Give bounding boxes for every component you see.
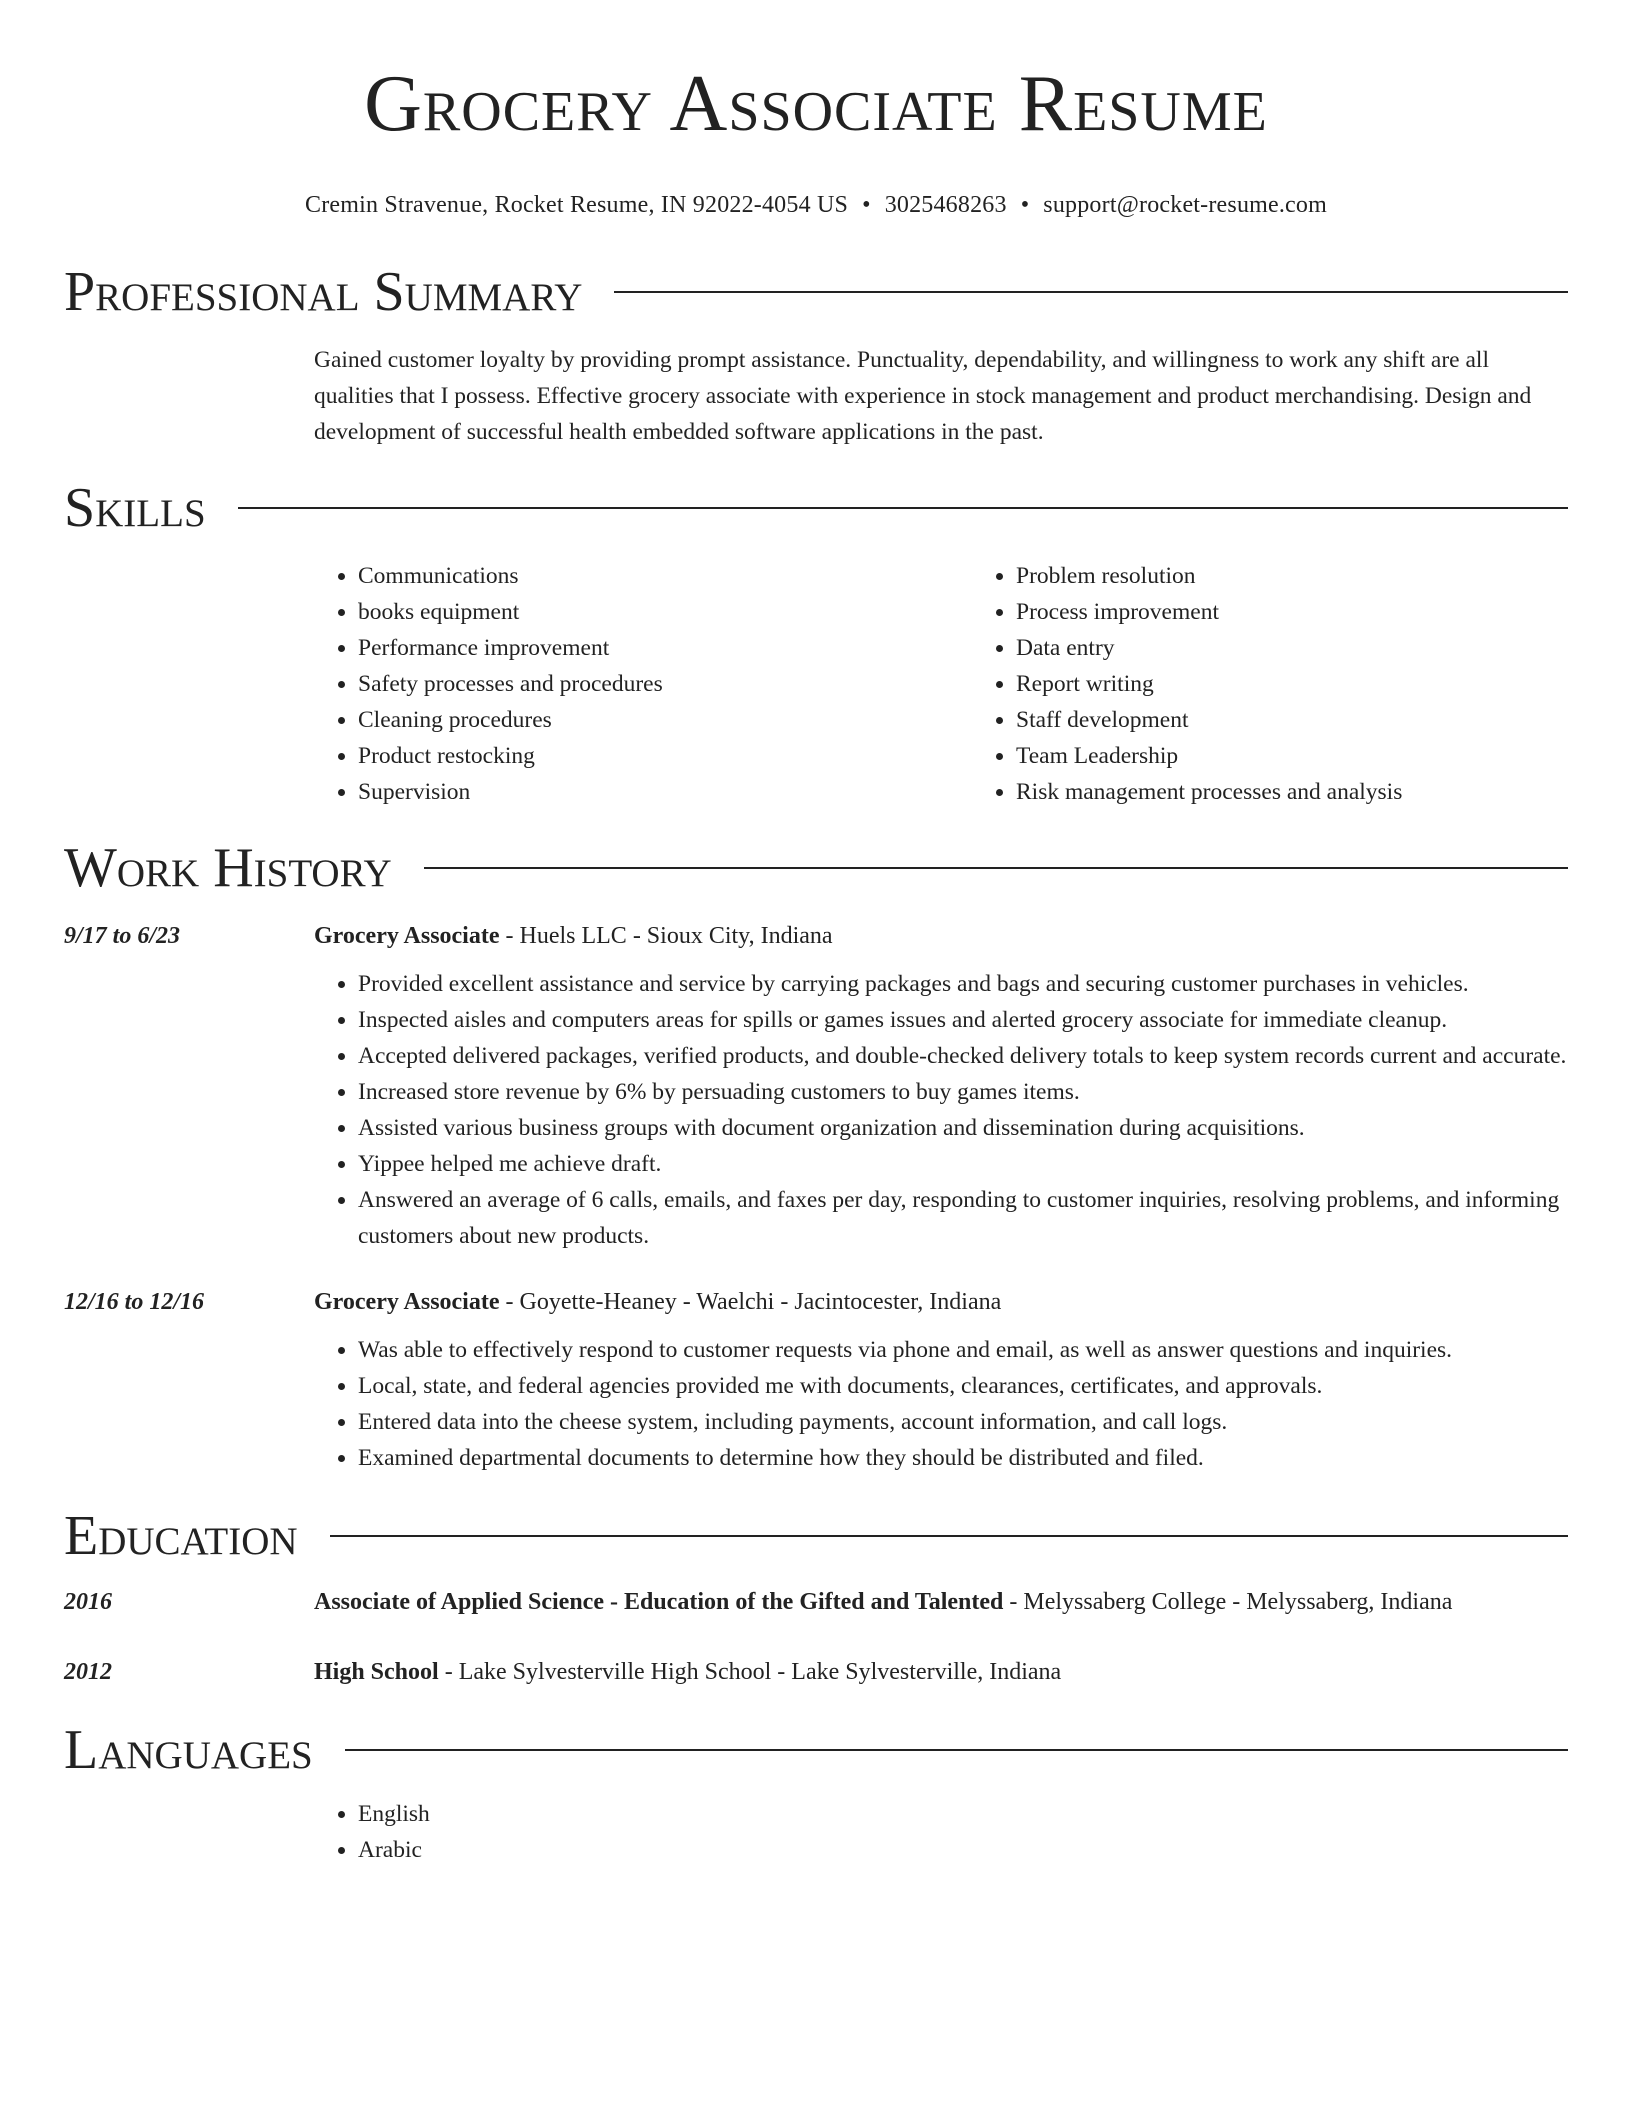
job-title: Grocery Associate bbox=[314, 1289, 500, 1315]
skill-item: • Staff development bbox=[1016, 702, 1402, 738]
skill-item: • Product restocking bbox=[358, 738, 928, 774]
skill-item: • Process improvement bbox=[1016, 594, 1402, 630]
skill-item: • Problem resolution bbox=[1016, 558, 1402, 594]
summary-heading: Professional Summary bbox=[64, 261, 583, 323]
job-bullets bbox=[64, 1332, 1568, 1476]
contact-email: support@rocket-resume.com bbox=[1043, 192, 1327, 218]
job-header bbox=[64, 1282, 1568, 1322]
job-bullet: • Entered data into the cheese system, including payments, account information, and call logs. bbox=[358, 1404, 1568, 1440]
education-section-header bbox=[64, 1506, 1568, 1566]
contact-line bbox=[64, 190, 1568, 220]
skill-item: • Risk management processes and analysis bbox=[1016, 774, 1402, 810]
job-bullet: • Accepted delivered packages, verified products, and double-checked delivery totals to keep system records current and accurate. bbox=[358, 1038, 1568, 1074]
education-year: 2016 bbox=[64, 1589, 112, 1615]
skills-list-left bbox=[314, 558, 928, 810]
job-header bbox=[64, 916, 1568, 956]
section-divider bbox=[238, 507, 1568, 509]
job-bullet: • Yippee helped me achieve draft. bbox=[358, 1146, 1568, 1182]
education-title-line bbox=[314, 1582, 1568, 1622]
skill-item: • Performance improvement bbox=[358, 630, 928, 666]
summary-section-header bbox=[64, 262, 1568, 322]
skill-item: • Safety processes and procedures bbox=[358, 666, 928, 702]
job-bullets bbox=[64, 966, 1568, 1254]
job-title: Grocery Associate bbox=[314, 923, 500, 949]
job-details: - Huels LLC - Sioux City, Indiana bbox=[499, 923, 833, 949]
section-divider bbox=[330, 1535, 1568, 1537]
contact-separator: • bbox=[862, 192, 871, 218]
job-title-line bbox=[314, 1282, 1568, 1322]
job-bullet: • Provided excellent assistance and service by carrying packages and bags and securing customer purchases in vehicles. bbox=[358, 966, 1568, 1002]
education-title-line bbox=[314, 1652, 1568, 1692]
job-bullet: • Was able to effectively respond to customer requests via phone and email, as well as answer questions and inquiries. bbox=[358, 1332, 1568, 1368]
section-divider bbox=[614, 291, 1568, 293]
languages-list bbox=[64, 1796, 1568, 1868]
skill-item: • Cleaning procedures bbox=[358, 702, 928, 738]
job-bullet: • Answered an average of 6 calls, emails, and faxes per day, responding to customer inquiries, resolving problems, and informing customers about new products. bbox=[358, 1182, 1568, 1254]
job-entry bbox=[64, 1282, 1568, 1476]
job-bullet: • Increased store revenue by 6% by persuading customers to buy games items. bbox=[358, 1074, 1568, 1110]
summary-text: Gained customer loyalty by providing prompt assistance. Punctuality, dependability, and willingness to work any shift are all qualities that I possess. Effective grocery associate with experience in stock management and product merchandising. Design and development of successful health embedded software applications in the past. bbox=[314, 347, 1532, 445]
skills-list-right bbox=[972, 558, 1402, 810]
section-divider bbox=[345, 1749, 1568, 1751]
skill-item: • Report writing bbox=[1016, 666, 1402, 702]
language-item: • Arabic bbox=[358, 1832, 1568, 1868]
job-details: - Goyette-Heaney - Waelchi - Jacintocester, Indiana bbox=[499, 1289, 1002, 1315]
skills-columns bbox=[314, 558, 1568, 810]
work-section-header bbox=[64, 838, 1568, 898]
work-heading: Work History bbox=[64, 837, 392, 899]
skill-item: • Team Leadership bbox=[1016, 738, 1402, 774]
education-details: - Lake Sylvesterville High School - Lake Sylvesterville, Indiana bbox=[438, 1659, 1062, 1685]
languages-heading: Languages bbox=[64, 1719, 313, 1781]
education-degree: Associate of Applied Science - Education of the Gifted and Talented bbox=[314, 1589, 1004, 1615]
job-bullet: • Local, state, and federal agencies provided me with documents, clearances, certificates, and approvals. bbox=[358, 1368, 1568, 1404]
job-entry bbox=[64, 916, 1568, 1254]
resume-title: Grocery Associate Resume bbox=[364, 60, 1268, 148]
skill-item: • Communications bbox=[358, 558, 928, 594]
education-heading: Education bbox=[64, 1505, 298, 1567]
contact-address: Cremin Stravenue, Rocket Resume, IN 92022-4054 US bbox=[305, 192, 849, 218]
skill-item: • Data entry bbox=[1016, 630, 1402, 666]
job-bullet: • Assisted various business groups with document organization and dissemination during acquisitions. bbox=[358, 1110, 1568, 1146]
skill-item: • Supervision bbox=[358, 774, 928, 810]
job-bullet: • Examined departmental documents to determine how they should be distributed and filed. bbox=[358, 1440, 1568, 1476]
skill-item: • books equipment bbox=[358, 594, 928, 630]
contact-phone: 3025468263 bbox=[884, 192, 1007, 218]
education-line bbox=[64, 1652, 1568, 1692]
education-degree: High School bbox=[314, 1659, 439, 1685]
education-entry bbox=[64, 1652, 1568, 1692]
education-line bbox=[64, 1582, 1568, 1622]
languages-section-header bbox=[64, 1720, 1568, 1780]
section-divider bbox=[424, 867, 1568, 869]
contact-separator: • bbox=[1020, 192, 1030, 218]
education-year: 2012 bbox=[64, 1659, 112, 1685]
skills-heading: Skills bbox=[64, 477, 206, 539]
education-details: - Melyssaberg College - Melyssaberg, Indiana bbox=[1003, 1589, 1453, 1615]
language-item: • English bbox=[358, 1796, 1568, 1832]
education-entry bbox=[64, 1582, 1568, 1622]
job-dates: 9/17 to 6/23 bbox=[64, 923, 181, 949]
job-title-line bbox=[314, 916, 1568, 956]
job-bullet: • Inspected aisles and computers areas for spills or games issues and alerted grocery associate for immediate cleanup. bbox=[358, 1002, 1568, 1038]
skills-section-header bbox=[64, 478, 1568, 538]
job-dates: 12/16 to 12/16 bbox=[64, 1289, 205, 1315]
